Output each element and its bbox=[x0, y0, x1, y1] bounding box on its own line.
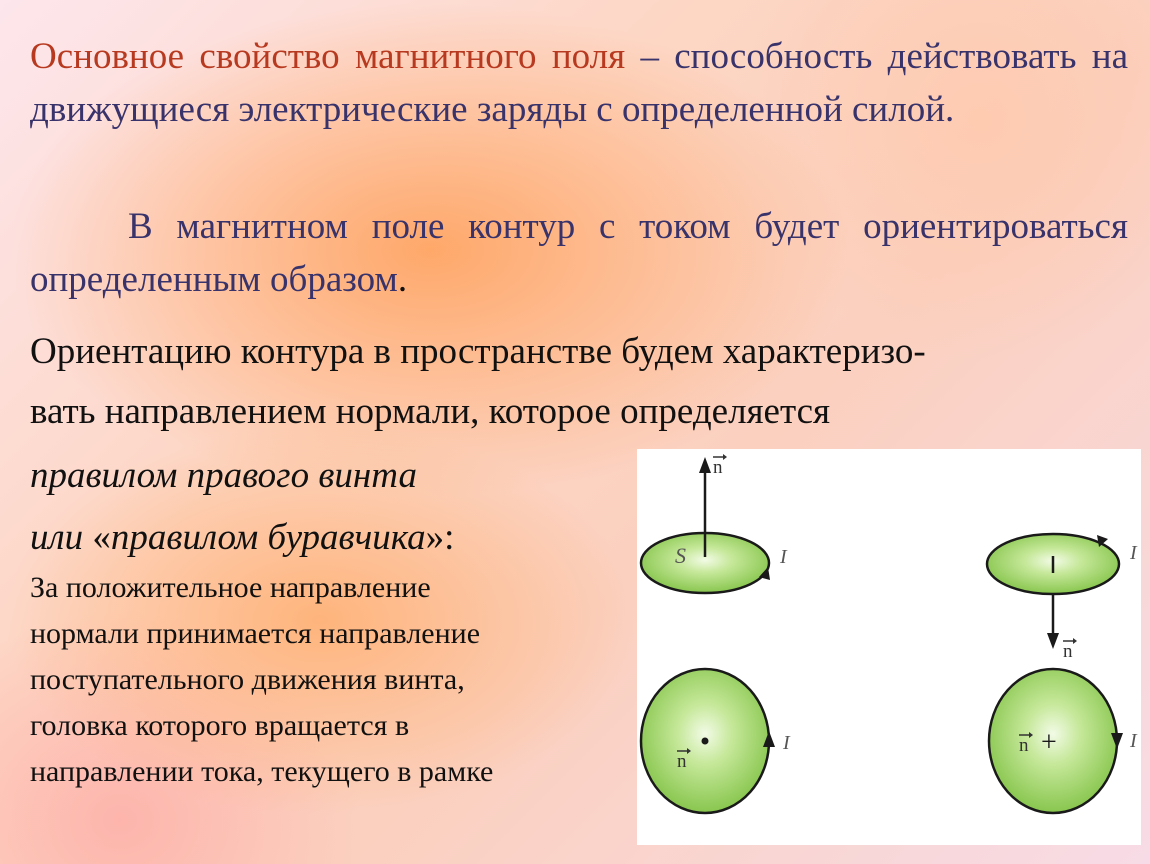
area-label: S bbox=[675, 543, 686, 568]
normal-dot-icon bbox=[702, 738, 709, 745]
rule-close: »: bbox=[425, 517, 455, 558]
rule-prefix: или bbox=[30, 517, 93, 558]
loop-top-right bbox=[987, 534, 1138, 662]
normal-arrowhead bbox=[699, 457, 711, 473]
normal-label: n bbox=[677, 751, 687, 772]
current-label: I bbox=[1130, 730, 1137, 752]
normal-vector-bar-head bbox=[1073, 638, 1077, 644]
current-label: I bbox=[780, 546, 787, 568]
definition-line-4: головка которого вращается в bbox=[30, 709, 410, 742]
normal-label: n bbox=[1019, 735, 1029, 756]
loop-bottom-left bbox=[641, 669, 791, 813]
gimlet-rule-figure bbox=[637, 449, 1141, 845]
normal-line-2: вать направлением нормали, которое определяется bbox=[30, 391, 831, 432]
cross-symbol: + bbox=[1041, 727, 1057, 758]
normal-arrowhead bbox=[1047, 633, 1059, 649]
orientation-end: . bbox=[397, 259, 408, 300]
loop-top-left bbox=[641, 454, 788, 593]
orientation-text: В магнитном поле контур с током будет ориентироваться определенным образом bbox=[30, 206, 1128, 300]
normal-line-1: Ориентацию контура в пространстве будем характеризо- bbox=[30, 331, 926, 372]
rule-open-quote: « bbox=[92, 517, 111, 558]
normal-label: n bbox=[1063, 641, 1073, 662]
definition-line-3: поступательного движения винта, bbox=[30, 663, 465, 696]
rule-name: правилом буравчика bbox=[110, 517, 426, 558]
rule-line-1: правилом правого винта bbox=[30, 455, 417, 496]
definition-block bbox=[30, 565, 630, 795]
rule-line-2 bbox=[30, 507, 630, 569]
definition-line-5: направлении тока, текущего в рамке bbox=[30, 755, 494, 788]
normal-paragraph bbox=[30, 322, 1128, 442]
property-accent-text: Основное свойство магнитного поля bbox=[30, 36, 626, 77]
orientation-paragraph bbox=[30, 200, 1128, 306]
rule-block bbox=[30, 445, 630, 569]
property-rest-text: – способность действовать на движущиеся электрические заряды с определенной силой. bbox=[30, 36, 1129, 130]
current-label: I bbox=[783, 732, 790, 754]
normal-vector-bar-head bbox=[723, 454, 727, 460]
property-paragraph bbox=[30, 30, 1128, 136]
definition-line-1: За положительное направление bbox=[30, 571, 431, 604]
gimlet-rule-diagram bbox=[637, 449, 1141, 845]
current-label: I bbox=[1130, 542, 1137, 564]
definition-line-2: нормали принимается направление bbox=[30, 617, 481, 650]
loop-bottom-right bbox=[989, 669, 1138, 813]
normal-label: n bbox=[713, 457, 723, 478]
